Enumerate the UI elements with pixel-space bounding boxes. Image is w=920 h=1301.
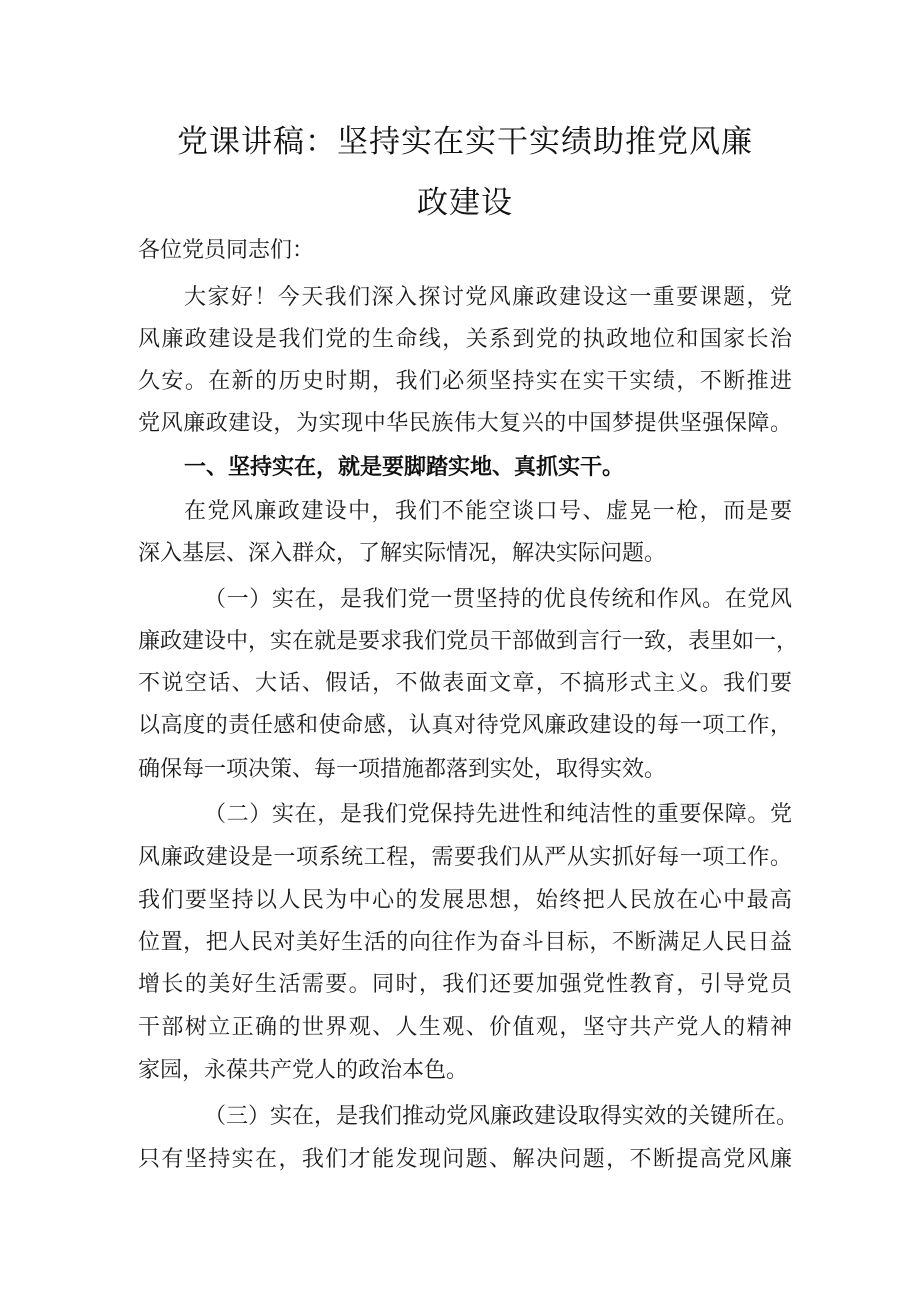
point-line: 风廉政建设是一项系统工程，需要我们从严从实抓好每一项工作。 xyxy=(138,845,792,870)
point-line: 廉政建设中，实在就是要求我们党员干部做到言行一致，表里如一， xyxy=(138,629,799,654)
point-line: （三）实在，是我们推动党风廉政建设取得实效的关键所在。 xyxy=(204,1104,799,1129)
paragraph-line: 在党风廉政建设中，我们不能空谈口号、虚晃一枪，而是要 xyxy=(184,499,792,524)
point-line: 干部树立正确的世界观、人生观、价值观，坚守共产党人的精神 xyxy=(138,1015,792,1040)
point-line: 我们要坚持以人民为中心的发展思想，始终把人民放在心中最高 xyxy=(138,888,792,913)
point-line: （二）实在，是我们党保持先进性和纯洁性的重要保障。党 xyxy=(204,802,792,827)
section-heading: 一、坚持实在，就是要脚踏实地、真抓实干。 xyxy=(184,455,625,480)
intro-line: 大家好！今天我们深入探讨党风廉政建设这一重要课题，党 xyxy=(184,285,792,310)
point-line: 以高度的责任感和使命感，认真对待党风廉政建设的每一项工作， xyxy=(138,713,792,738)
salutation: 各位党员同志们： xyxy=(138,238,315,263)
intro-line: 党风廉政建设，为实现中华民族伟大复兴的中国梦提供坚强保障。 xyxy=(138,411,792,436)
document-title-continued: 政建设 xyxy=(417,185,513,221)
intro-line: 久安。在新的历史时期，我们必须坚持实在实干实绩，不断推进 xyxy=(138,369,792,394)
point-line: 增长的美好生活需要。同时，我们还要加强党性教育，引导党员 xyxy=(138,972,792,997)
paragraph-line: 深入基层、深入群众，了解实际情况，解决实际问题。 xyxy=(138,541,667,566)
point-line: （一）实在，是我们党一贯坚持的优良传统和作风。在党风 xyxy=(204,587,792,612)
point-line: 家园，永葆共产党人的政治本色。 xyxy=(138,1058,469,1083)
document-title: 党课讲稿：坚持实在实干实绩助推党风廉 xyxy=(177,124,753,160)
point-line: 不说空话、大话、假话，不做表面文章，不搞形式主义。我们要 xyxy=(138,671,792,696)
point-line: 位置，把人民对美好生活的向往作为奋斗目标，不断满足人民日益 xyxy=(138,930,792,955)
intro-line: 风廉政建设是我们党的生命线，关系到党的执政地位和国家长治 xyxy=(138,327,792,352)
point-line: 只有坚持实在，我们才能发现问题、解决问题，不断提高党风廉 xyxy=(138,1147,792,1172)
point-line: 确保每一项决策、每一项措施都落到实处，取得实效。 xyxy=(138,757,667,782)
